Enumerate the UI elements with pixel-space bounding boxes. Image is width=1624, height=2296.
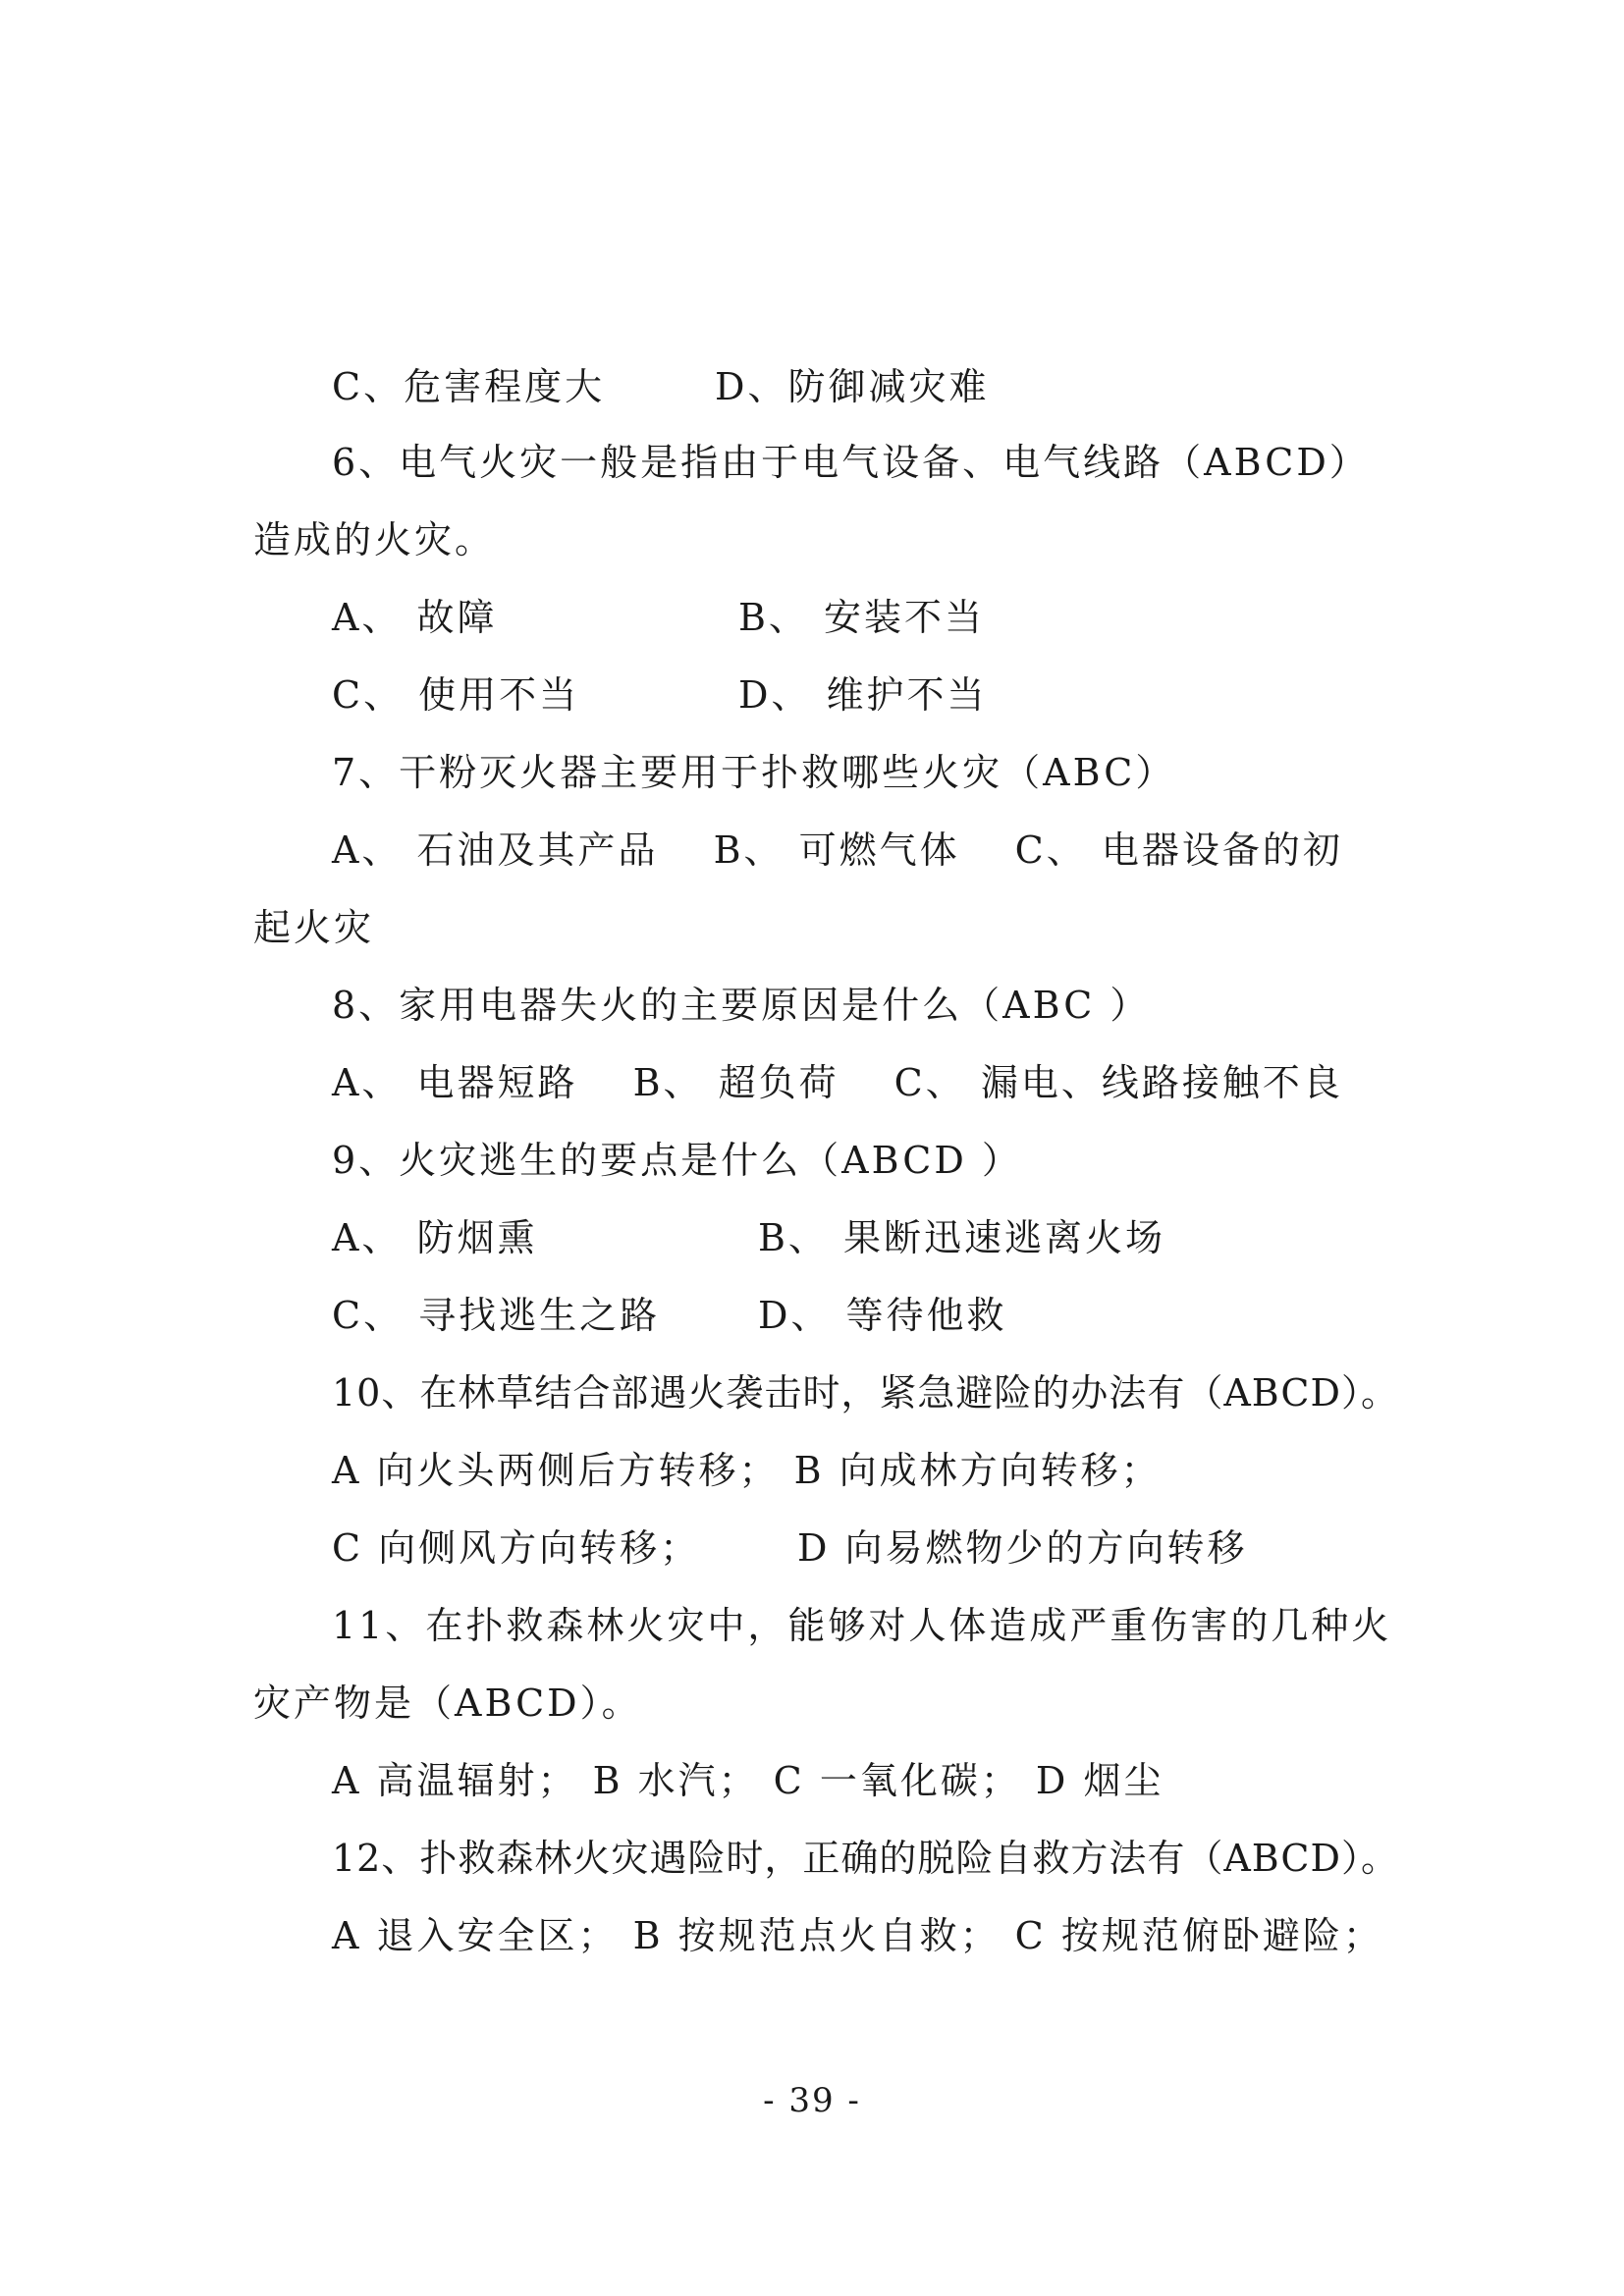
q11-options: A 高温辐射； B 水汽； C 一氧化碳； D 烟尘 bbox=[332, 1759, 1164, 1802]
q6-option-b: B、 安装不当 bbox=[738, 596, 986, 639]
q9-stem: 9、火灾逃生的要点是什么（ABCD ） bbox=[332, 1139, 1022, 1182]
q6-options-row-1 bbox=[0, 594, 1624, 641]
q9-option-a: A、 防烟熏 bbox=[332, 1216, 538, 1259]
q6-option-c: C、 使用不当 bbox=[332, 673, 580, 717]
q5-options-row bbox=[0, 363, 1624, 410]
q5-option-d: D、防御减灾难 bbox=[715, 365, 990, 408]
q7-stem: 7、干粉灭火器主要用于扑救哪些火灾（ABC） bbox=[332, 751, 1176, 794]
q11-stem-line-1: 11、在扑救森林火灾中，能够对人体造成严重伤害的几种火 bbox=[332, 1604, 1392, 1647]
q9-options-row-2 bbox=[0, 1292, 1624, 1339]
q12-options-line-1: A 退入安全区； B 按规范点火自救； C 按规范俯卧避险； bbox=[332, 1914, 1383, 1957]
q8-stem: 8、家用电器失火的主要原因是什么（ABC ） bbox=[332, 984, 1151, 1027]
q10-stem: 10、在林草结合部遇火袭击时，紧急避险的办法有（ABCD）。 bbox=[332, 1371, 1399, 1415]
q9-options-row-1 bbox=[0, 1214, 1624, 1261]
q6-option-a: A、 故障 bbox=[332, 596, 498, 639]
q11-stem-line-2: 灾产物是（ABCD）。 bbox=[253, 1682, 642, 1725]
q9-option-c: C、 寻找逃生之路 bbox=[332, 1294, 661, 1337]
q8-options: A、 电器短路 B、 超负荷 C、 漏电、线路接触不良 bbox=[332, 1061, 1343, 1104]
q10-option-d: D 向易燃物少的方向转移 bbox=[797, 1526, 1248, 1570]
q6-stem-line-1: 6、电气火灾一般是指由于电气设备、电气线路（ABCD） bbox=[332, 441, 1370, 484]
q7-options-line-1: A、 石油及其产品 B、 可燃气体 C、 电器设备的初 bbox=[332, 828, 1343, 872]
q6-options-row-2 bbox=[0, 671, 1624, 719]
q9-option-d: D、 等待他救 bbox=[758, 1294, 1007, 1337]
q10-options-line-1: A 向火头两侧后方转移； B 向成林方向转移； bbox=[332, 1449, 1162, 1492]
q5-option-c: C、危害程度大 bbox=[332, 365, 606, 408]
q7-options-line-2: 起火灾 bbox=[253, 906, 375, 949]
page-number: - 39 - bbox=[763, 2081, 861, 2120]
q9-option-b: B、 果断迅速逃离火场 bbox=[758, 1216, 1166, 1259]
q12-stem: 12、扑救森林火灾遇险时，正确的脱险自救方法有（ABCD）。 bbox=[332, 1837, 1399, 1880]
q10-options-line-2 bbox=[0, 1524, 1624, 1572]
q6-option-d: D、 维护不当 bbox=[738, 673, 988, 717]
q10-option-c: C 向侧风方向转移； bbox=[332, 1526, 701, 1570]
q6-stem-line-2: 造成的火灾。 bbox=[253, 518, 496, 561]
